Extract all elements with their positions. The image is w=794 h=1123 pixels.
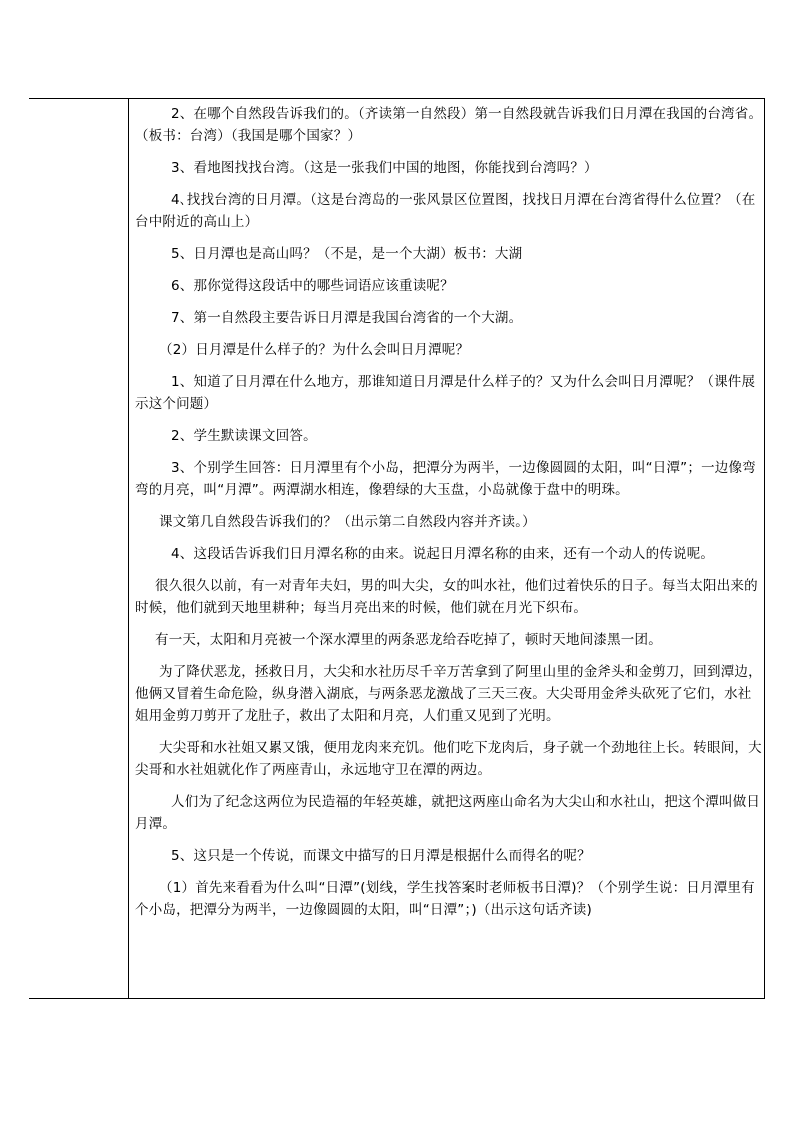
paragraph: 大尖哥和水社姐又累又饿，便用龙肉来充饥。他们吃下龙肉后，身子就一个劲地往上长。转眼间，大尖哥和水社姐就化作了两座青山，永远地守卫在潭的两边。	[135, 740, 762, 778]
paragraph: （1）首先来看看为什么叫“日潭”(划线，学生找答案时老师板书日潭)？（个别学生说：日月潭里有个小岛，把潭分为两半，一边像圆圆的太阳，叫“日潭”；)（出示这句话齐读)	[135, 880, 755, 918]
paragraph: 3、个别学生回答：日月潭里有个小岛，把潭分为两半，一边像圆圆的太阳，叫“日潭”；一边像弯弯的月亮，叫“月潭”。两潭湖水相连，像碧绿的大玉盘，小岛就像于盘中的明珠。	[135, 460, 756, 498]
paragraph: 2、学生默读课文回答。	[171, 428, 317, 444]
paragraph: 7、第一自然段主要告诉日月潭是我国台湾省的一个大湖。	[171, 310, 523, 326]
paragraph: 3、看地图找找台湾。（这是一张我们中国的地图，你能找到台湾吗？）	[171, 160, 598, 176]
paragraph: 4、这段话告诉我们日月潭名称的由来。说起日月潭名称的由来，还有一个动人的传说呢。	[171, 546, 715, 562]
paragraph: 1、知道了日月潭在什么地方，那谁知道日月潭是什么样子的？又为什么会叫日月潭呢？（课件展示这个问题）	[135, 374, 756, 412]
paragraph: 有一天，太阳和月亮被一个深水潭里的两条恶龙给吞吃掉了，顿时天地间漆黑一团。	[155, 632, 662, 648]
paragraph: 为了降伏恶龙，拯救日月，大尖和水社历尽千辛万苦拿到了阿里山里的金斧头和金剪刀，回到潭边，他俩又冒着生命危险，纵身潜入湖底，与两条恶龙激战了三天三夜。大尖哥用金斧头砍死了它们，水社姐用金剪刀剪开了龙肚子，救出了太阳和月亮，人们重又见到了光明。	[135, 664, 762, 724]
paragraph: 课文第几自然段告诉我们的？（出示第二自然段内容并齐读。）	[159, 514, 536, 530]
left-column-cell	[29, 99, 129, 998]
paragraph: 人们为了纪念这两位为民造福的年轻英雄，就把这两座山命名为大尖山和水社山，把这个潭叫做日月潭。	[135, 794, 761, 832]
paragraph: 很久很久以前，有一对青年夫妇，男的叫大尖，女的叫水社，他们过着快乐的日子。每当太阳出来的时候，他们就到天地里耕种；每当月亮出来的时候，他们就在月光下织布。	[135, 578, 758, 616]
paragraph: 5、这只是一个传说，而课文中描写的日月潭是根据什么而得名的呢？	[171, 848, 591, 864]
paragraph: （2）日月潭是什么样子的？为什么会叫日月潭呢？	[159, 342, 470, 358]
paragraph: 4､找找台湾的日月潭。（这是台湾岛的一张风景区位置图，找找日月潭在台湾省得什么位置？（在台中附近的高山上）	[135, 192, 756, 230]
lesson-content	[135, 103, 765, 931]
paragraph: 6、那你觉得这段话中的哪些词语应该重读呢？	[171, 278, 454, 294]
paragraph: 5、日月潭也是高山吗？（不是，是一个大湖）板书：大湖	[171, 246, 523, 262]
paragraph: 2、在哪个自然段告诉我们的。（齐读第一自然段）第一自然段就告诉我们日月潭在我国的台湾省。（板书：台湾）（我国是哪个国家？）	[135, 106, 763, 144]
lesson-table	[29, 98, 765, 999]
